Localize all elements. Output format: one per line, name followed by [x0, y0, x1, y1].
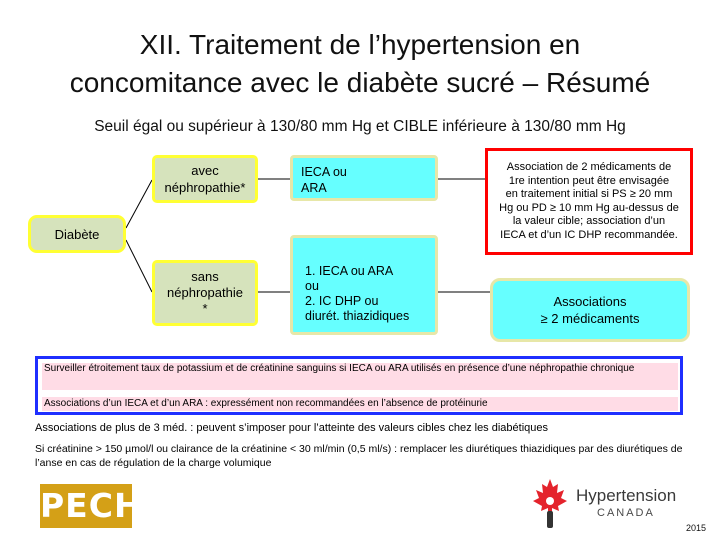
ieca-ara-warning: Associations d’un IECA et d’un ARA : expressément non recommandées en l’absence de protéinurie: [42, 397, 678, 411]
combination-line: en traitement initial si PS ≥ 20 mm: [505, 188, 673, 200]
title-line-1: XII. Traitement de l’hypertension en: [139, 29, 581, 60]
combination-line: IECA et d’un IC DHP recommandée.: [500, 228, 678, 241]
potassium-warning: Surveiller étroitement taux de potassium et de créatinine sanguins si IECA ou ARA utilisés en présence d’une néphropathie chronique: [42, 363, 678, 390]
title-line-2: concomitance avec le diabète sucré – Résumé: [69, 67, 651, 98]
ieca-ara-box: [290, 155, 438, 201]
without-nephropathy-line-1: sans: [191, 269, 219, 284]
without-nephropathy-line-2: néphropathie: [167, 285, 243, 300]
diabetes-box: Diabète: [28, 215, 126, 253]
combination-line: la valeur cible; association d’un: [512, 215, 666, 227]
first-line-or: ou: [305, 279, 319, 293]
first-line-options-box: [290, 235, 438, 335]
with-nephropathy-box: [152, 155, 258, 203]
hypertension-canada-name: Hypertension: [576, 486, 677, 505]
note-more-drugs: Associations de plus de 3 méd. : peuvent s’imposer pour l’atteinte des valeurs cibles chez les diabétiques: [35, 422, 549, 434]
first-line-option-1: 1. IECA ou ARA: [305, 264, 394, 278]
hypertension-canada-country: CANADA: [597, 507, 655, 519]
combination-line: Hg ou PD ≥ 10 mm Hg au-dessus de: [499, 201, 679, 214]
threshold-subtitle: Seuil égal ou supérieur à 130/80 mm Hg et CIBLE inférieure à 130/80 mm Hg: [94, 118, 626, 135]
maple-leaf-icon: [530, 475, 570, 530]
without-nephropathy-box: [152, 260, 258, 326]
first-line-option-2: 2. IC DHP ou: [305, 294, 379, 308]
multi-drug-line-2: ≥ 2 médicaments: [540, 311, 640, 326]
connector-diabete-avec: [126, 180, 152, 228]
ieca-ara-line-2: ARA: [301, 181, 327, 195]
without-nephropathy-line-3: *: [202, 301, 208, 316]
year-label: 2015: [686, 523, 707, 533]
two-drug-combination-box: [485, 148, 693, 255]
multi-drug-combination-box: [490, 278, 690, 342]
warnings-panel: [35, 356, 683, 415]
combination-line: Association de 2 médicaments de: [506, 161, 672, 173]
combination-line: 1re intention peut être envisagée: [508, 174, 670, 187]
first-line-option-2b: diurét. thiazidiques: [305, 309, 410, 323]
ieca-ara-line-1: IECA ou: [301, 165, 347, 179]
with-nephropathy-line-2: néphropathie*: [164, 180, 246, 195]
pech-logo: PECH: [40, 484, 132, 528]
note-creatinine: Si créatinine > 150 µmol/l ou clairance de la créatinine < 30 ml/min (0,5 ml/s) : remplacer les diurétiques thiazidiques par des diurétiques de l’anse en cas de régulation de la charge volumique: [35, 443, 683, 469]
connector-diabete-sans: [126, 240, 152, 292]
with-nephropathy-line-1: avec: [191, 163, 219, 178]
multi-drug-line-1: Associations: [553, 294, 627, 309]
